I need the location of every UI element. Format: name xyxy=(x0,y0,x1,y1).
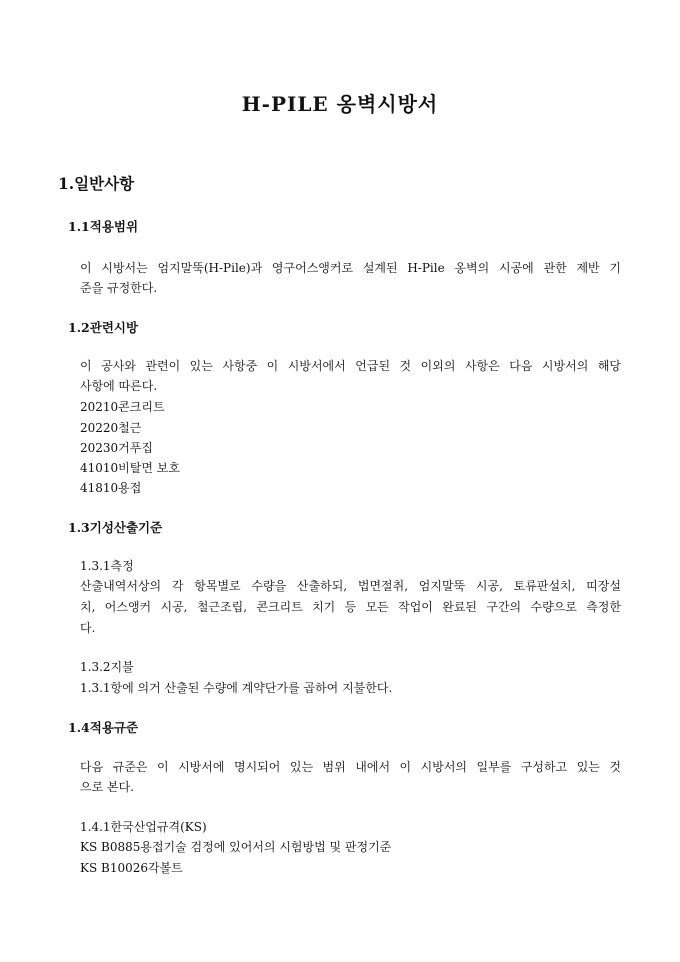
list-item: 20230거푸집 xyxy=(80,441,153,455)
paragraph-line: 다. xyxy=(80,621,96,635)
sub-item-title: 1.3.1측정 xyxy=(80,559,134,573)
list-item: KS B10026각볼트 xyxy=(80,861,183,875)
subsection-heading-1-2: 1.2관련시방 xyxy=(68,320,139,335)
paragraph-line: 준을 규정한다. xyxy=(80,281,158,295)
paragraph-line: 산출내역서상의 각 항목별로 수량을 산출하되, 법면절취, 엄지말뚝 시공, 토류판설치, 띠장설 xyxy=(80,579,621,593)
list-item: KS B0885용접기술 검정에 있어서의 시험방법 및 판정기준 xyxy=(80,840,392,854)
document-title: H-PILE 옹벽시방서 xyxy=(241,92,439,116)
subsection-heading-1-3: 1.3기성산출기준 xyxy=(68,520,163,535)
paragraph-line: 사항에 따른다. xyxy=(80,379,158,393)
paragraph-line: 다음 규준은 이 시방서에 명시되어 있는 범위 내에서 이 시방서의 일부를 구성하고 있는 것 xyxy=(80,760,621,774)
list-item: 20210콘크리트 xyxy=(80,400,165,414)
list-item: 41810용접 xyxy=(80,481,142,495)
paragraph-line: 이 시방서는 엄지말뚝(H-Pile)과 영구어스앵커로 설계된 H-Pile 옹벽의 시공에 관한 제반 기 xyxy=(80,261,621,275)
paragraph-line: 1.3.1항에 의거 산출된 수량에 계약단가를 곱하여 지불한다. xyxy=(80,681,393,695)
paragraph-line: 치, 어스앵커 시공, 철근조립, 콘크리트 치기 등 모든 작업이 완료된 구간의 수량으로 측정한 xyxy=(80,600,621,614)
paragraph-line: 이 공사와 관련이 있는 사항중 이 시방서에서 언급된 것 이외의 사항은 다음 시방서의 해당 xyxy=(80,359,621,373)
list-item: 20220철근 xyxy=(80,421,142,435)
sub-item-title: 1.3.2지불 xyxy=(80,660,134,674)
subsection-heading-1-4: 1.4적용규준 xyxy=(68,720,139,735)
subsection-heading-1-1: 1.1적용범위 xyxy=(68,219,139,234)
section-heading-1: 1.일반사항 xyxy=(58,174,135,193)
list-item: 41010비탈면 보호 xyxy=(80,461,180,475)
paragraph-line: 으로 본다. xyxy=(80,780,134,794)
sub-item-title: 1.4.1한국산업규격(KS) xyxy=(80,820,207,834)
